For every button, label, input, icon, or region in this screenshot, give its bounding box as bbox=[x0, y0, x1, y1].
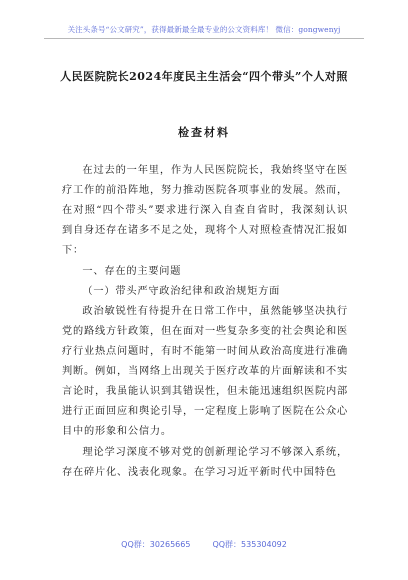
qq-group-right: QQ群：535304092 bbox=[212, 540, 287, 549]
intro-paragraph: 在过去的一年里，作为人民医院院长，我始终坚守在医疗工作的前沿阵地，努力推动医院各项事业的发展。然而，在对照“四个带头”要求进行深入自查自省时，我深刻认识到自身还存在诸多不足之处，现将个人对照检查情况汇报如下： bbox=[62, 165, 348, 256]
document-subtitle: 检查材料 bbox=[178, 126, 230, 139]
document-body bbox=[62, 161, 348, 483]
page-footer bbox=[0, 539, 408, 550]
document-title: 人民医院院长2024年度民主生活会“四个带头”个人对照 bbox=[60, 70, 348, 83]
qq-group-left: QQ群：30265665 bbox=[121, 540, 191, 549]
body-paragraph: 政治敏锐性有待提升在日常工作中，虽然能够坚决执行党的路线方针政策，但在面对一些复杂多变的社会舆论和医疗行业热点问题时，有时不能第一时间从政治高度进行准确判断。例如，当网络上出现关于医疗改革的片面解读和不实言论时，我虽能认识到其错误性，但未能迅速组织医院内部进行正面回应和舆论引导，一定程度上影响了医院在公众心目中的形象和公信力。 bbox=[62, 306, 348, 437]
page-header: 关注头条号“公文研究”，获得最新最全最专业的公文资料库！ 微信：gongwenyj bbox=[67, 25, 341, 34]
section-heading: 一、存在的主要问题 bbox=[82, 265, 182, 277]
header-divider bbox=[44, 38, 364, 39]
subsection-heading: （一）带头严守政治纪律和政治规矩方面 bbox=[82, 286, 281, 298]
body-paragraph: 理论学习深度不够对党的创新理论学习不够深入系统，存在碎片化、浅表化现象。在学习习近平新时代中国特色 bbox=[62, 446, 348, 478]
